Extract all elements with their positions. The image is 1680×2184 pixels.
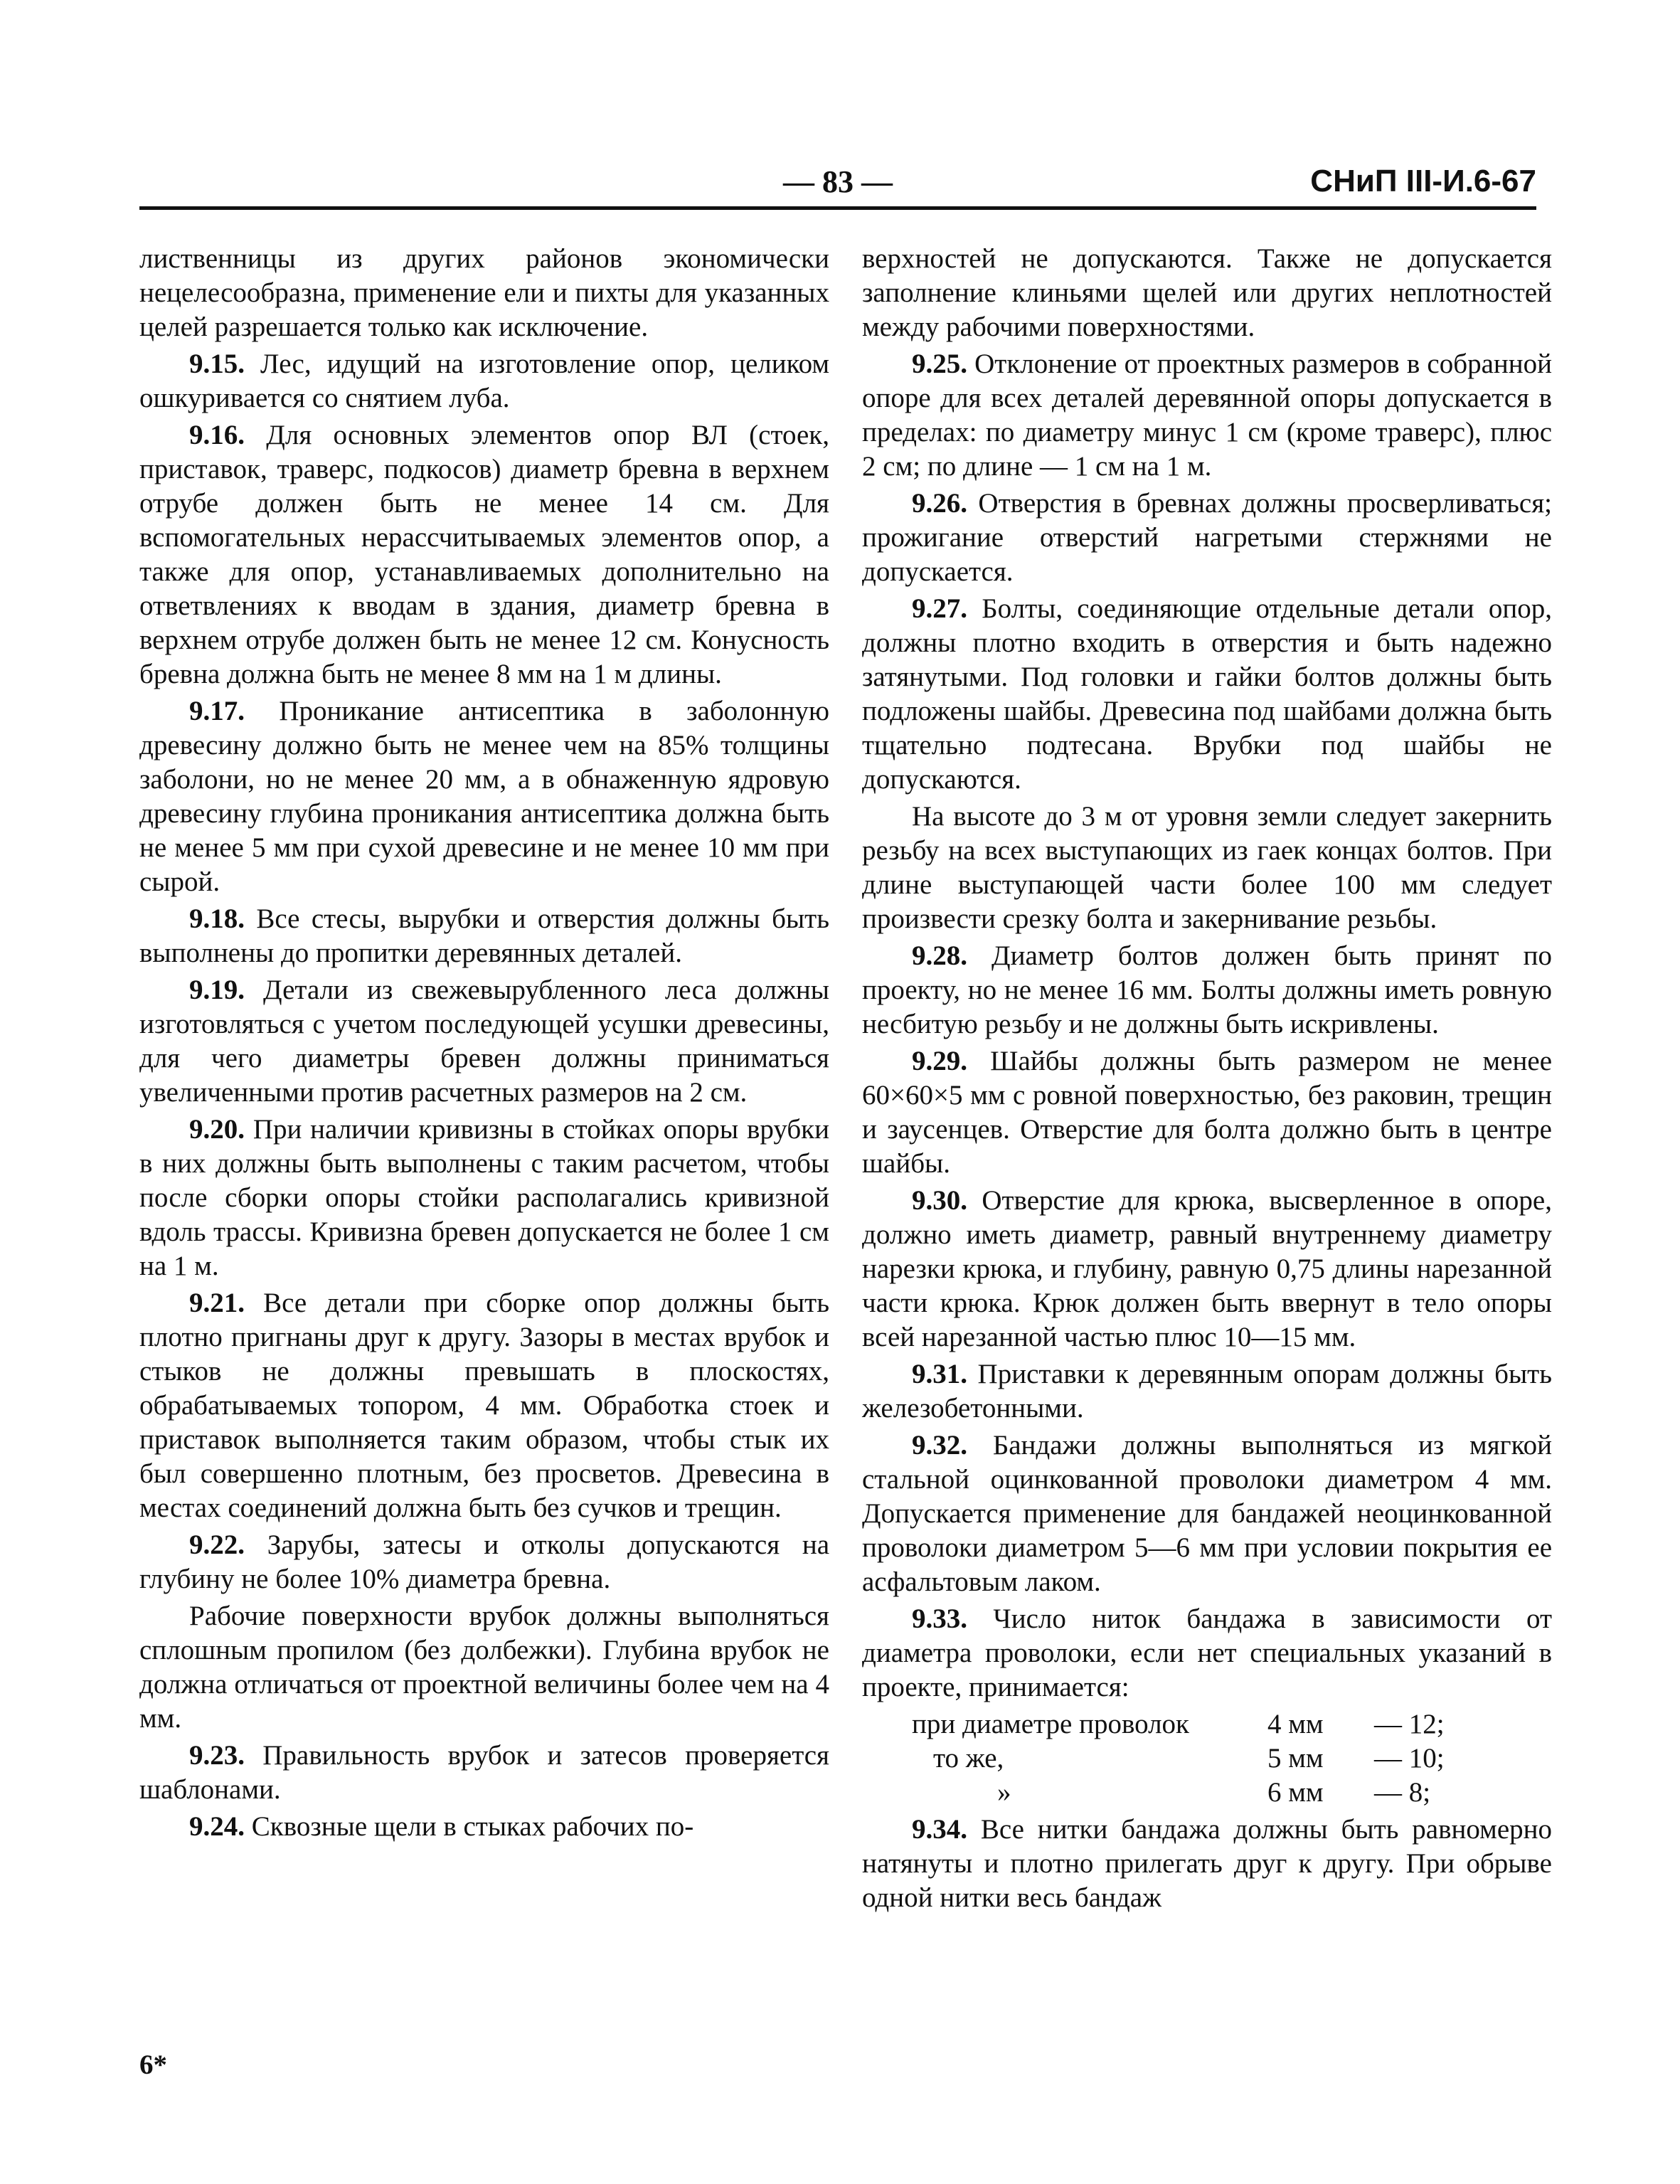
clause-paragraph: [862, 487, 1552, 589]
wire-size-size: 5 мм: [1267, 1743, 1324, 1774]
page-number: — 83 —: [783, 164, 893, 199]
clause-number: 9.29.: [912, 1046, 967, 1076]
clause-number: 9.15.: [189, 349, 245, 379]
clause-paragraph: [139, 973, 829, 1110]
wire-size-count: — 10;: [1374, 1743, 1445, 1774]
clause-text: Все нитки бандажа должны быть равномерно натянуты и плотно прилегать друг к другу. При обрыве одной нитки весь бандаж: [862, 1814, 1553, 1913]
clause-number: 9.20.: [189, 1114, 245, 1145]
wire-size-row: [862, 1742, 1552, 1776]
clause-paragraph: [862, 1357, 1552, 1426]
clause-text: Отверстия в бревнах должны просверливаться; прожигание отверстий нагретыми стержнями не допускается.: [862, 488, 1552, 587]
clause-text: Бандажи должны выполняться из мягкой стальной оцинкованной проволоки диаметром 4 мм. Допускается применение для бандажей неоцинкованной проволоки диаметром 5—6 мм при условии покрытия ее асфальтовым лаком.: [862, 1430, 1553, 1597]
text-paragraph: [139, 1599, 829, 1736]
clause-paragraph: [139, 418, 829, 691]
left-column: [139, 242, 829, 1847]
clause-number: 9.34.: [912, 1814, 967, 1845]
clause-text: Число ниток бандажа в зависимости от диаметра проволоки, если нет специальных указаний в проекте, принимается:: [862, 1603, 1552, 1702]
clause-text: Все детали при сборке опор должны быть плотно пригнаны друг к другу. Зазоры в местах врубок и стыков не должны превышать в плоскостях, обрабатываемых топором, 4 мм. Обработка стоек и приставок выполняется таким образом, чтобы стык их был совершенно плотным, без просветов. Древесина в местах соединений должна быть без сучков и трещин.: [139, 1288, 830, 1523]
clause-number: 9.18.: [189, 903, 245, 934]
clause-paragraph: [139, 347, 829, 415]
clause-text: Проникание антисептика в заболонную древесину должно быть не менее чем на 85% толщины заболони, но не менее 20 мм, а в обнаженную ядровую древесину глубина проникания антисептика должна быть не менее 5 мм при сухой древесине и не менее 10 мм при сырой.: [139, 696, 829, 897]
clause-number: 9.28.: [912, 940, 967, 971]
clause-number: 9.31.: [912, 1359, 967, 1389]
page-header: [139, 161, 1536, 211]
clause-paragraph: [862, 1428, 1552, 1599]
clause-text: Приставки к деревянным опорам должны быть железобетонными.: [862, 1359, 1552, 1424]
clause-paragraph: [139, 1810, 829, 1844]
clause-text: лиственницы из других районов экономически нецелесообразна, применение ели и пихты для указанных целей разрешается только как исключение.: [139, 243, 829, 342]
clause-paragraph: [139, 1113, 829, 1283]
clause-number: 9.25.: [912, 349, 967, 379]
clause-number: 9.33.: [912, 1603, 967, 1634]
clause-number: 9.19.: [189, 975, 245, 1005]
clause-paragraph: [139, 1528, 829, 1596]
clause-text: При наличии кривизны в стойках опоры врубки в них должны быть выполнены с таким расчетом, чтобы после сборки опоры стойки располагались кривизной вдоль трассы. Кривизна бревен допускается не более 1 см на 1 м.: [139, 1114, 830, 1281]
clause-text: Рабочие поверхности врубок должны выполняться сплошным пропилом (без долбежки). Глубина врубок не должна отличаться от проектной величины более чем на 4 мм.: [139, 1601, 829, 1734]
clause-text: Диаметр болтов должен быть принят по проекту, но не менее 16 мм. Болты должны иметь ровную несбитую резьбу и не должны быть искривлены.: [862, 940, 1553, 1039]
wire-size-row: [862, 1776, 1552, 1810]
document-code: СНиП III-И.6-67: [1310, 164, 1536, 198]
right-column: [862, 242, 1552, 1918]
wire-size-lead: »: [997, 1777, 1011, 1808]
clause-paragraph: [862, 939, 1552, 1041]
clause-text: Лес, идущий на изготовление опор, целиком ошкуривается со снятием луба.: [139, 349, 830, 413]
wire-size-row: [862, 1707, 1552, 1742]
clause-number: 9.27.: [912, 593, 967, 624]
text-paragraph: [139, 242, 829, 344]
clause-text: Отклонение от проектных размеров в собранной опоре для всех деталей деревянной опоры допускается в пределах: по диаметру минус 1 см (кроме траверс), плюс 2 см; по длине — 1 см на 1 м.: [862, 349, 1552, 482]
clause-number: 9.22.: [189, 1530, 245, 1560]
clause-text: Правильность врубок и затесов проверяется шаблонами.: [139, 1740, 829, 1805]
clause-text: Детали из свежевырубленного леса должны изготовляться с учетом последующей усушки древесины, для чего диаметры бревен должны приниматься увеличенными против расчетных размеров на 2 см.: [139, 975, 830, 1108]
clause-number: 9.30.: [912, 1185, 967, 1216]
clause-paragraph: [139, 902, 829, 970]
clause-text: Зарубы, затесы и отколы допускаются на глубину не более 10% диаметра бревна.: [139, 1530, 830, 1594]
wire-size-size: 4 мм: [1267, 1709, 1324, 1739]
clause-number: 9.23.: [189, 1740, 245, 1771]
clause-text: На высоте до 3 м от уровня земли следует закернить резьбу на всех выступающих из гаек концах болтов. При длине выступающей части более 100 мм следует произвести срезку болта и закернивание резьбы.: [862, 801, 1552, 934]
clause-paragraph: [862, 1184, 1552, 1355]
clause-number: 9.16.: [189, 420, 245, 450]
clause-paragraph: [139, 1286, 829, 1525]
clause-text: Болты, соединяющие отдельные детали опор, должны плотно входить в отверстия и быть надежно затянутыми. Под головки и гайки болтов должны быть подложены шайбы. Древесина под шайбами должна быть тщательно подтесана. Врубки под шайбы не допускаются.: [862, 593, 1553, 795]
wire-size-count: — 8;: [1374, 1777, 1431, 1808]
clause-paragraph: [862, 1044, 1552, 1181]
clause-paragraph: [862, 1602, 1552, 1705]
clause-number: 9.26.: [912, 488, 967, 519]
clause-text: верхностей не допускаются. Также не допускается заполнение клиньями щелей или других неплотностей между рабочими поверхностями.: [862, 243, 1552, 342]
clause-paragraph: [862, 592, 1552, 797]
clause-text: Шайбы должны быть размером не менее 60×60×5 мм с ровной поверхностью, без раковин, трещин и заусенцев. Отверстие для болта должно быть в центре шайбы.: [862, 1046, 1553, 1179]
wire-size-lead: при диаметре проволок: [912, 1709, 1189, 1739]
clause-paragraph: [139, 694, 829, 899]
clause-text: Сквозные щели в стыках рабочих по-: [251, 1811, 694, 1842]
wire-size-count: — 12;: [1374, 1709, 1445, 1739]
signature-mark: 6*: [139, 2050, 167, 2080]
clause-text: Для основных элементов опор ВЛ (стоек, приставок, траверс, подкосов) диаметр бревна в верхнем отрубе должен быть не менее 14 см. Для вспомогательных нерассчитываемых элементов опор, а также для опор, устанавливаемых дополнительно на ответвлениях к вводам в здания, диаметр бревна в верхнем отрубе должен быть не менее 12 см. Конусность бревна должна быть не менее 8 мм на 1 м длины.: [139, 420, 829, 689]
clause-number: 9.17.: [189, 696, 245, 726]
clause-paragraph: [139, 1739, 829, 1807]
text-paragraph: [862, 242, 1552, 344]
clause-number: 9.21.: [189, 1288, 245, 1318]
clause-text: Отверстие для крюка, высверленное в опоре, должно иметь диаметр, равный внутреннему диаметру нарезки крюка, и глубину, равную 0,75 длины нарезанной части крюка. Крюк должен быть ввернут в тело опоры всей нарезанной частью плюс 10—15 мм.: [862, 1185, 1552, 1352]
clause-number: 9.24.: [189, 1811, 245, 1842]
clause-paragraph: [862, 1813, 1552, 1915]
clause-paragraph: [862, 347, 1552, 484]
clause-text: Все стесы, вырубки и отверстия должны быть выполнены до пропитки деревянных деталей.: [139, 903, 829, 968]
wire-size-lead: то же,: [933, 1743, 1004, 1774]
clause-number: 9.32.: [912, 1430, 967, 1461]
text-paragraph: [862, 800, 1552, 936]
wire-size-size: 6 мм: [1267, 1777, 1324, 1808]
wire-size-table: [862, 1707, 1552, 1810]
header-rule: [139, 206, 1536, 210]
